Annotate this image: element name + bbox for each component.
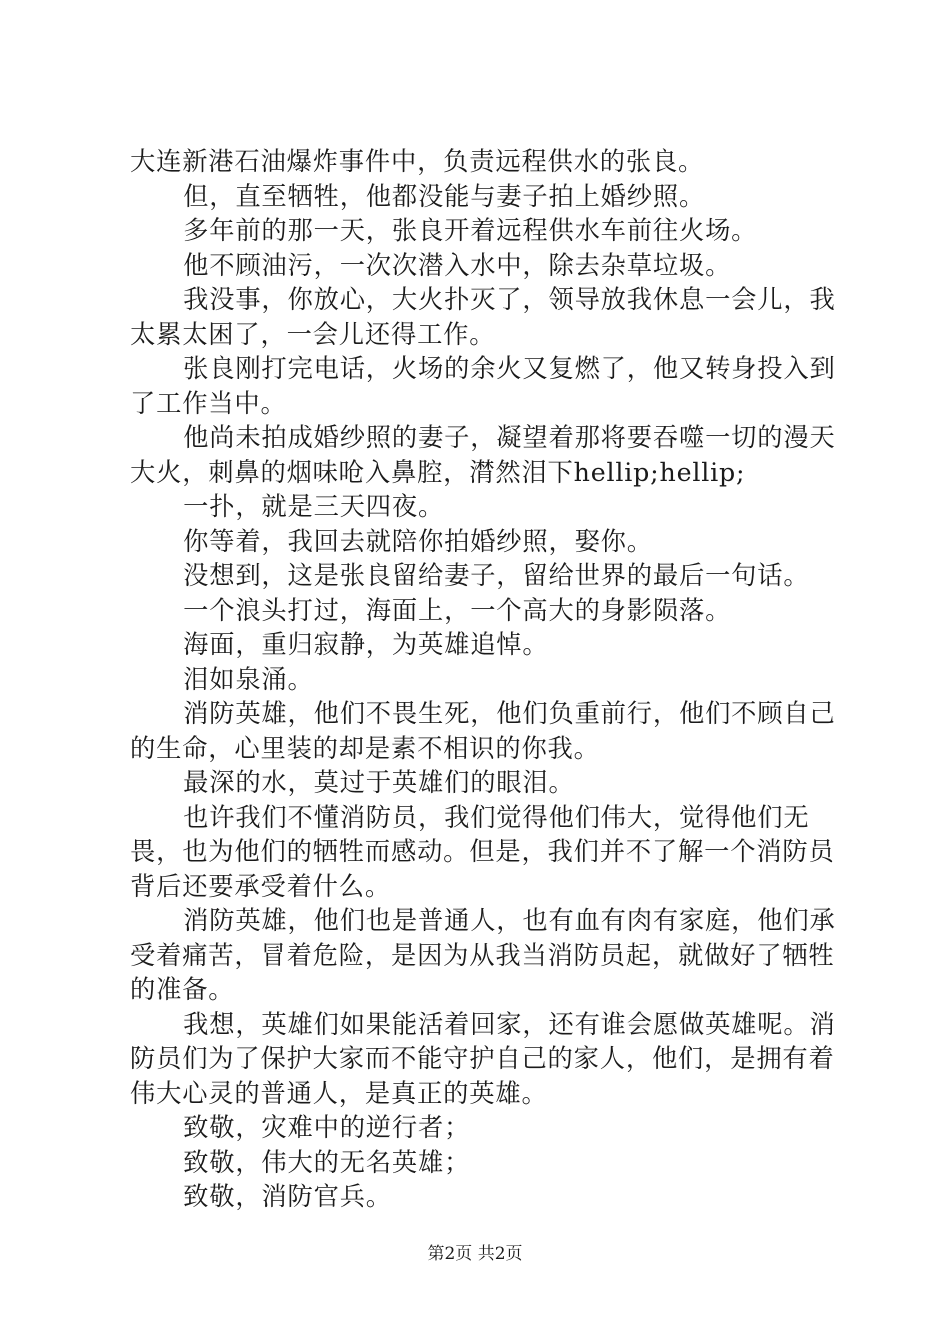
paragraph: 一扑，就是三天四夜。 — [183, 492, 445, 521]
paragraph: 致敬，消防官兵。 — [183, 1182, 392, 1211]
paragraph: 他尚未拍成婚纱照的妻子，凝望着那将要吞噬一切的漫天大火，刺鼻的烟味呛入鼻腔，潸然泪下hellip;hellip; — [130, 423, 836, 487]
paragraph: 你等着，我回去就陪你拍婚纱照，娶你。 — [183, 526, 653, 556]
paragraph: 消防英雄，他们不畏生死，他们负重前行，他们不顾自己的生命，心里装的却是素不相识的你我。 — [130, 699, 836, 763]
paragraph: 多年前的那一天，张良开着远程供水车前往火场。 — [183, 216, 758, 245]
paragraph: 我没事，你放心，大火扑灭了，领导放我休息一会儿，我太累太困了，一会儿还得工作。 — [130, 285, 836, 349]
paragraph: 没想到，这是张良留给妻子，留给世界的最后一句话。 — [183, 561, 810, 590]
paragraph: 但，直至牺牲，他都没能与妻子拍上婚纱照。 — [183, 181, 706, 211]
paragraph: 我想，英雄们如果能活着回家，还有谁会愿做英雄呢。消防员们为了保护大家而不能守护自己的家人，他们，是拥有着伟大心灵的普通人，是真正的英雄。 — [130, 1009, 836, 1108]
paragraph: 大连新港石油爆炸事件中，负责远程供水的张良。 — [130, 147, 705, 176]
paragraph: 海面，重归寂静，为英雄追悼。 — [183, 630, 549, 659]
paragraph: 一个浪头打过，海面上，一个高大的身影陨落。 — [183, 595, 732, 625]
paragraph: 泪如泉涌。 — [183, 664, 314, 694]
paragraph: 致敬，伟大的无名英雄； — [183, 1147, 471, 1177]
paragraph: 致敬，灾难中的逆行者； — [183, 1113, 471, 1142]
paragraph: 最深的水，莫过于英雄们的眼泪。 — [183, 768, 575, 797]
paragraph: 也许我们不懂消防员，我们觉得他们伟大，觉得他们无畏，也为他们的牺牲而感动。但是，我们并不了解一个消防员背后还要承受着什么。 — [130, 802, 835, 901]
document-body — [130, 145, 836, 1215]
paragraph: 消防英雄，他们也是普通人，也有血有肉有家庭，他们承受着痛苦，冒着危险，是因为从我当消防员起，就做好了牺牲的准备。 — [130, 906, 836, 1004]
page-number-footer: 第2页 共2页 — [427, 1244, 523, 1264]
paragraph: 他不顾油污，一次次潜入水中，除去杂草垃圾。 — [183, 250, 732, 280]
paragraph: 张良刚打完电话，火场的余火又复燃了，他又转身投入到了工作当中。 — [130, 354, 836, 418]
